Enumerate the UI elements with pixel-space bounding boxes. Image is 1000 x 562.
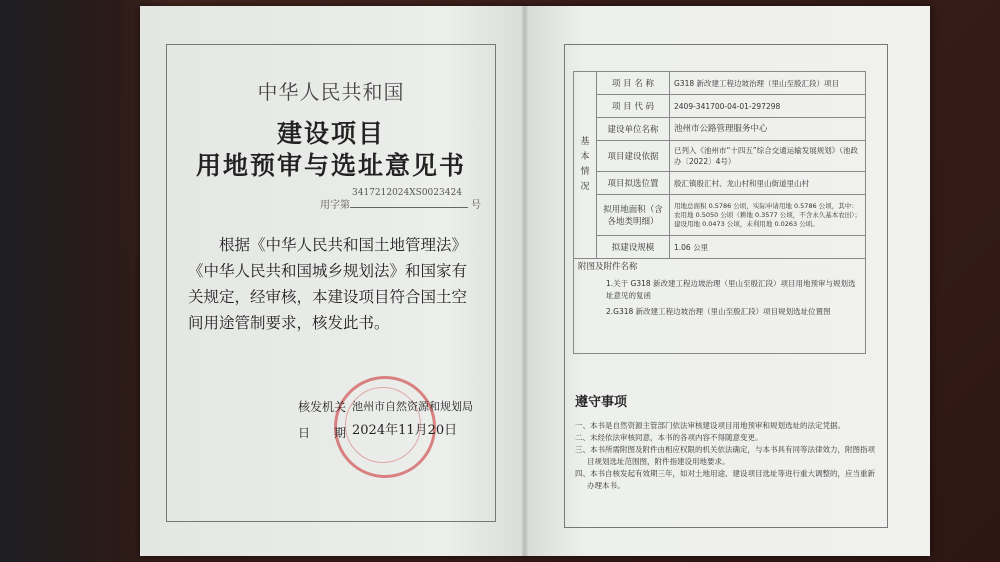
note-item-1: 一、本书是自然资源主管部门依法审核建设项目用地预审和规划选址的法定凭据。 [575,421,845,430]
row-value-scale: 1.06 公里 [670,236,866,259]
row-value-land-area: 用地总面积 0.5786 公顷，实际申请用地 0.5786 公顷，其中：农用地 0.5050 公顷（耕地 0.3577 公顷，不含永久基本农田）；建设用地 0.0473 公顷，未利用地 0.0263 公顷。 [670,195,866,236]
project-info-table [573,71,866,354]
certificate-body-text: 根据《中华人民共和国土地管理法》《中华人民共和国城乡规划法》和国家有关规定，经审核，本建设项目符合国土空间用途管制要求，核发此书。 [188,236,468,332]
row-label-land-area: 拟用地面积（含各地类明细） [597,195,670,236]
row-label-construction-unit: 建设单位名称 [597,118,670,141]
table-row [574,141,866,172]
document-number-label: 用字第 [320,200,350,211]
table-row [574,118,866,141]
booklet-spine [522,6,528,556]
country-name: 中华人民共和国 [257,80,405,104]
attachments-cell [574,259,866,354]
compliance-notes [575,420,875,492]
row-label-location: 项目拟选位置 [597,172,670,195]
document-number-underline [350,207,468,208]
note-item-4: 四、本书自核发起有效期三年，如对土地用途、建设项目选址等进行重大调整的，应当重新办理本书。 [575,469,875,490]
section-side-label: 基本情况 [574,72,597,259]
attachments-title: 附图及附件名称 [578,262,638,272]
note-item-2: 二、未经依法审核同意，本书的各项内容不得随意变更。 [575,433,763,442]
attachment-item-1: 1.关于 G318 新改建工程边坡治理（里山至殷汇段）项目用地预审与规划选址意见的复函 [606,279,856,300]
row-value-basis: 已列入《池州市“十四五”综合交通运输发展规划》（池政办〔2022〕4号） [670,141,866,172]
row-label-project-code: 项 目 代 码 [597,95,670,118]
row-label-project-name: 项 目 名 称 [597,72,670,95]
table-row [574,236,866,259]
row-value-project-code: 2409-341700-04-01-297298 [670,95,866,118]
table-row [574,195,866,236]
note-item-3: 三、本书所需附图及附件由相应权限的机关依法确定，与本书具有同等法律效力，附图指项目规划选址范围图，附件指建设用地要求。 [575,445,875,466]
issuer-label: 核发机关 [298,400,347,414]
table-row [574,259,866,354]
document-title-line1: 建设项目 [276,119,385,148]
table-row [574,72,866,95]
table-row [574,172,866,195]
compliance-notes-title: 遵守事项 [575,395,628,410]
row-label-scale: 拟建设规模 [597,236,670,259]
row-value-construction-unit: 池州市公路管理服务中心 [670,118,866,141]
attachment-item-2: 2.G318 新改建工程边坡治理（里山至殷汇段）项目规划选址位置图 [606,307,831,316]
document-number: 341721202​4XS0023424 [352,188,462,198]
table-row [574,95,866,118]
issuer-value: 池州市自然资源和规划局 [352,400,473,413]
row-label-basis: 项目建设依据 [597,141,670,172]
date-label: 日 期 [298,426,347,440]
issue-date: 2024年11月20日 [352,423,458,438]
document-number-suffix: 号 [471,200,481,211]
document-title-line2: 用地预审与选址意见书 [195,151,466,180]
row-value-location: 殷汇镇殷汇村、龙山村和里山街道里山村 [670,172,866,195]
row-value-project-name: G318 新改建工程边坡治理（里山至殷汇段）项目 [670,72,866,95]
